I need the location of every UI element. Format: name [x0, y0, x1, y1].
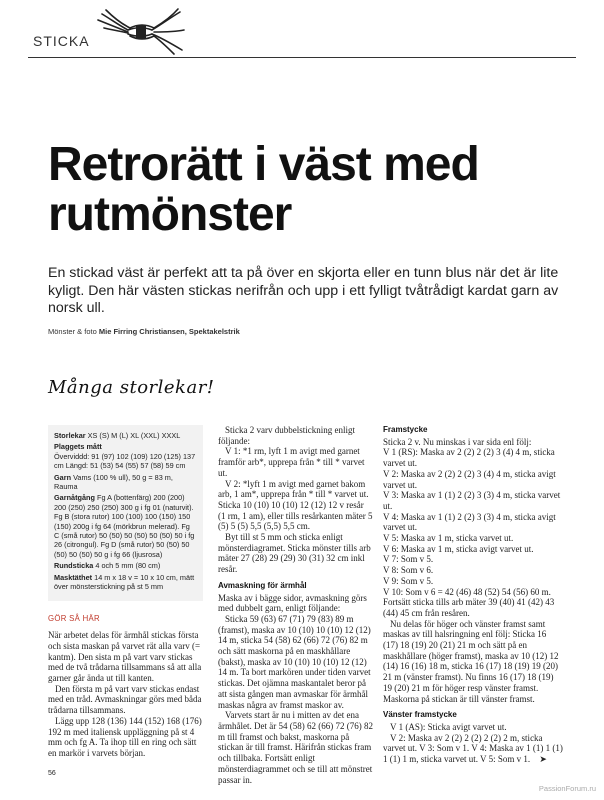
article-title: Retrorätt i väst med rutmönster [48, 138, 479, 241]
spec-amount: Garnåtgång Fg A (bottenfärg) 200 (200) 200 (250) 250 (250) 300 g i fg 01 (naturvit). Fg B (stora rutor) 100 (100) 100 (150) 150 (150) 200g i fg 64 (mörkbrun melerad). Fg C (små rutor) 50 (50) 50 (50) 50 (50) 50 i fg 26 (citrongul). Fg D (små rutor) 50 (50) 50 (50) 50 (50) 50 g i fg 66 (ljusrosa) [54, 493, 195, 559]
front-heading: Framstycke [383, 425, 428, 434]
section-label: STICKA [33, 33, 90, 49]
watermark: PassionForum.ru [538, 784, 596, 793]
spec-yarn: Garn Vams (100 % ull), 50 g = 83 m, Rauma [54, 472, 173, 492]
column-1 [48, 425, 203, 759]
credit-prefix: Mönster & foto [48, 327, 97, 336]
spec-finished: Plaggets mått Överviddd: 91 (97) 102 (109) 120 (125) 137 cm Längd: 51 (53) 54 (55) 57 (58) 59 cm [54, 442, 196, 471]
article-credit [48, 327, 240, 336]
column-3: Framstycke Sticka 2 v. Nu minskas i var sida enl följ: V 1 (RS): Maska av 2 (2) 2 (2) 3 (4) 4 m, sticka varvet ut. V 2: Maska av 2 (2) 2 (2) 3 (4) 4 m, sticka avigt varvet ut. V 3: Maska av 1 (1) 2 (2) 3 (3) 4 m, sticka varvet ut. V 4: Maska av 1 (1) 2 (2) 3 (3) 4 m, sticka avigt varvet ut. V 5: Maska av 1 m, sticka varvet ut. V 6: Maska av 1 m, sticka avigt varvet ut. V 7: Som v 5. V 8: Som v 6. V 9: Som v 5. V 10: Som v 6 = 42 (46) 48 (52) 54 (56) 60 m. Fortsätt sticka tills arb mäter 39 (40) 41 (42) 43 (44) 45 cm från resåren. Nu delas för höger och vänster framst samt maskas av till halsringning enl följ: Sticka 16 (17) 18 (19) 20 (21) 21 m och sätt på en maskhållare (höger framst), maska av 10 (12) 12 (14) 16 (16) 18 m, sticka 16 (17) 18 (19) 19 (20) 21 m (vänster framst). Nu finns 16 (17) 18 (19) 19 (20) 21 m för höger resp vänster framst. Maskorna på stickan är till vänster framst. Vänster framstycke V 1 (AS): Sticka avigt varvet ut. V 2: Maska av 2 (2) 2 (2) 2 (2) 2 m, sticka varvet ut. V 3: Som v 1. V 4: Maska av 1 (1) 1 (1) 1 (1) 1 m, sticka varvet ut. V 5: Som v 1. ➤ [383, 425, 563, 765]
sizes-banner: Många storlekar! [48, 377, 215, 398]
instructions-body: När arbetet delas för ärmhål stickas första och sista maskan på varvet rät alla varv (= kantm). Den sista m på vart varv stickas med de två trådarna tillsammans så att alla garner går ända ut till kanten. Den första m på vart varv stickas endast med en tråd. Avmaskningar görs med båda trådarna tillsammans. Lägg upp 128 (136) 144 (152) 168 (176) 192 m med italiensk uppläggning på st 4 mm och fg A. Ta ihop till en ring och sätt en markör i varvets början. [48, 630, 202, 758]
instructions-heading: GÖR SÅ HÄR [48, 613, 100, 623]
article-lead: En stickad väst är perfekt att ta på över en skjorta eller en tunn blus när det är lite kyligt. Den här västen stickas nerifrån och upp i ett fylligt tvåtrådigt kardat garn av norsk ull. [48, 265, 559, 316]
spec-needle: Rundsticka 4 och 5 mm (80 cm) [54, 561, 161, 571]
left-front-heading: Vänster framstycke [383, 710, 457, 720]
header-rule [28, 57, 576, 58]
specs-box [48, 425, 203, 601]
page-number: 56 [48, 770, 56, 777]
spec-sizes: Storlekar XS (S) M (L) XL (XXL) XXXL [54, 431, 181, 440]
armhole-heading: Avmaskning för ärmhål [218, 580, 307, 590]
credit-name: Mie Firring Christiansen, Spektakelstrik [98, 327, 240, 336]
yarn-skein-icon [92, 6, 188, 56]
spec-gauge: Masktäthet 14 m x 18 v = 10 x 10 cm, mätt över mönsterstickning på st 5 mm [54, 572, 195, 592]
continue-arrow-icon: ➤ [539, 754, 547, 765]
column-2: Sticka 2 varv dubbelstickning enligt följande: V 1: *1 rm, lyft 1 m avigt med garnet framför arb*, upprepa från * till * varvet ut. V 2: *lyft 1 m avigt med garnet bakom arb, 1 am*, upprepa från * till * varvet ut. Sticka 10 (10) 10 (10) 12 (12) 12 v resår (1 rm, 1 am), eller tills resårkanten mäter 5 (5) 5 (5) 5,5 (5,5) 5,5 cm. Byt till st 5 mm och sticka enligt mönsterdiagramet. Sticka mönster tills arb mäter 27 (28) 29 (29) 30 (31) 32 cm inkl resår. Avmaskning för ärmhål Maska av i bägge sidor, avmaskning görs med dubbelt garn, enligt följande: Sticka 59 (63) 67 (71) 79 (83) 89 m (framst), maska av 10 (10) 10 (10) 12 (12) 14 m, sticka 54 (58) 62 (66) 72 (76) 82 m och sätt maskorna på en maskhållare (bakst), maska av 10 (10) 10 (10) 12 (12) 14 m. Ta bort markören under tiden varvet stickas. Det ojämna maskantalet beror på att sista gången man avmaskar för ärmhål maskas några av framst maskor av. Varvets start är nu i mitten av det ena ärmhålet. Det är 54 (58) 62 (66) 72 (76) 82 m till framst och bakst, maskorna på stickan är till framst. Härifrån stickas fram och tillbaka. Fortsätt enligt mönsterdiagrammet och se till att mönstret passar in. [218, 425, 373, 785]
